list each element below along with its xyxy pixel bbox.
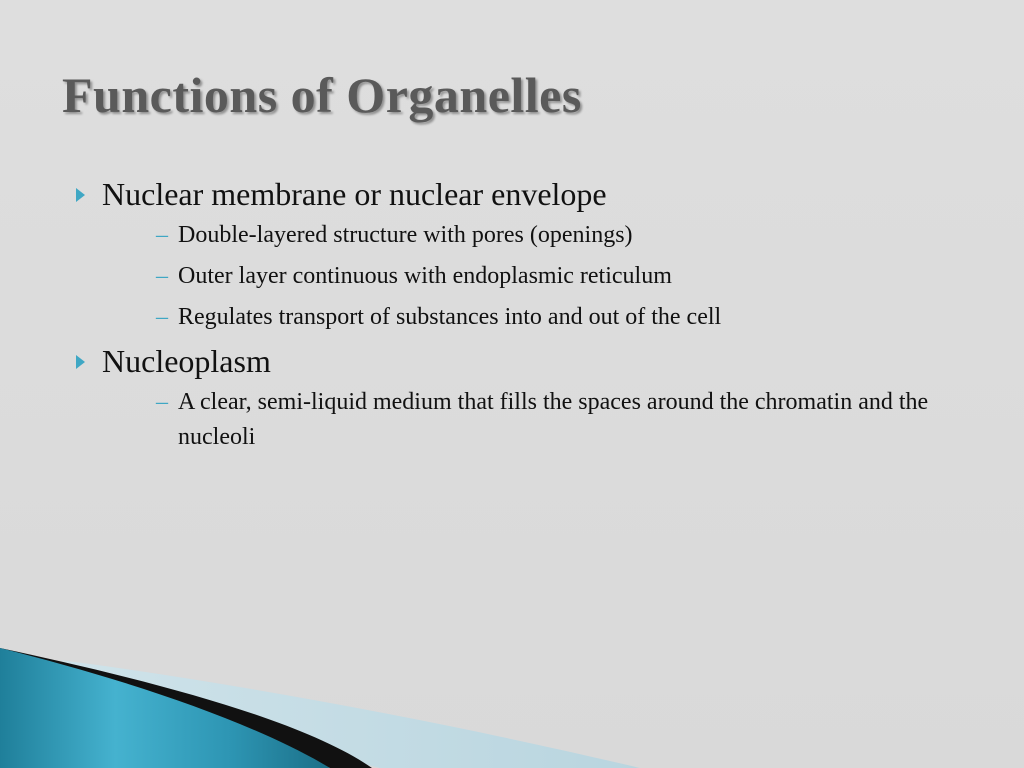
dash-bullet-icon: – (156, 222, 168, 248)
bullet-item (72, 174, 952, 214)
bullet-group-nuclear-membrane (72, 174, 952, 335)
bullet-item (72, 341, 952, 381)
sub-bullet-item (156, 259, 952, 294)
dash-bullet-icon: – (156, 304, 168, 330)
decorative-wave-band (0, 638, 1024, 768)
sub-bullet-text: Regulates transport of substances into and out of the cell (178, 304, 722, 330)
bullet-group-nucleoplasm (72, 341, 952, 455)
sub-bullet-text: Outer layer continuous with endoplasmic reticulum (178, 263, 672, 289)
sub-bullet-item (156, 300, 952, 335)
triangle-bullet-icon (72, 341, 102, 381)
slide-title: Functions of Organelles (62, 67, 582, 123)
slide-content (72, 174, 952, 461)
triangle-bullet-icon (72, 174, 102, 214)
sub-bullet-list (156, 218, 952, 335)
sub-bullet-item (156, 218, 952, 253)
dash-bullet-icon: – (156, 263, 168, 289)
bullet-text: Nuclear membrane or nuclear envelope (102, 176, 607, 212)
bullet-text: Nucleoplasm (102, 343, 271, 379)
sub-bullet-list (156, 385, 952, 455)
dash-bullet-icon: – (156, 389, 168, 415)
sub-bullet-text: Double-layered structure with pores (openings) (178, 222, 633, 248)
sub-bullet-item (156, 385, 952, 455)
sub-bullet-text: A clear, semi-liquid medium that fills the spaces around the chromatin and the nucleoli (178, 389, 929, 450)
